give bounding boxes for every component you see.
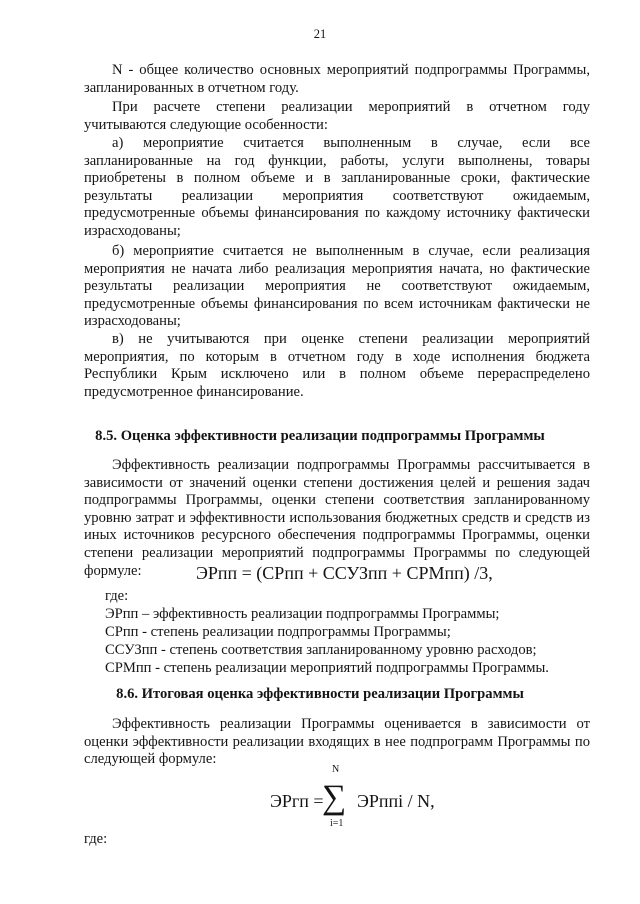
paragraph-item-v: в) не учитываются при оценке степени реализации мероприятий мероприятия, по которым в отчетном году в ходе исполнения бюджета Республики Крым исключено или в полном объеме перераспределено предусмотренное финансирование. [84, 331, 590, 400]
summation-lower-limit: i=1 [330, 818, 344, 829]
paragraph-8-5: Эффективность реализации подпрограммы Программы рассчитывается в зависимости от значений оценки степени достижения целей и решения задач подпрограммы Программы, оценки степени соответствия запланированному уровню затрат и эффективности использования бюджетных средств и средств из иных источников ресурсного обеспечения подпрограммы Программы, оценки степени реализации мероприятий подпрограммы Программы по следующей формуле: [84, 457, 590, 579]
where-label: где: [105, 588, 129, 604]
formula-total-right: ЭРппi / N, [357, 791, 435, 811]
paragraph-item-b: б) мероприятие считается не выполненным в случае, если реализация мероприятия не начата либо реализация мероприятия начата, но фактические результаты реализации мероприятия не соответствуют ожидаемым, предусмотренные объемы финансирования по всем источникам фактически не израсходованы; [84, 243, 590, 330]
where-label-2: где: [84, 831, 108, 847]
formula-total-left: ЭРгп = [270, 791, 324, 811]
definition-srmpp: СРМпп - степень реализации мероприятий подпрограммы Программы. [105, 660, 549, 676]
paragraph-calculation-notes: При расчете степени реализации мероприятий в отчетном году учитываются следующие особенности: [84, 99, 590, 133]
section-heading-8-5: 8.5. Оценка эффективности реализации подпрограммы Программы [95, 428, 545, 444]
definition-erpp: ЭРпп – эффективность реализации подпрограммы Программы; [105, 606, 500, 622]
summation-sign [318, 764, 358, 832]
paragraph-item-a: а) мероприятие считается выполненным в случае, если все запланированные на год функции, работы, услуги выполнены, товары приобретены в полном объеме и в запланированные сроки, фактические результаты реализации мероприятия соответствуют ожидаемым, предусмотренные объемы финансирования по каждому источнику фактически израсходованы; [84, 135, 590, 239]
formula-subprogram-efficiency: ЭРпп = (СРпп + ССУЗпп + СРМпп) /3, [196, 563, 493, 583]
paragraph-n-definition: N - общее количество основных мероприятий подпрограммы Программы, запланированных в отчетном году. [84, 62, 590, 96]
definition-srpp: СРпп - степень реализации подпрограммы Программы; [105, 624, 451, 640]
paragraph-8-6: Эффективность реализации Программы оценивается в зависимости от оценки эффективности реализации входящих в нее подпрограмм Программы по следующей формуле: [84, 716, 590, 768]
definition-ssuzpp: ССУЗпп - степень соответствия запланированному уровню расходов; [105, 642, 537, 658]
page-number: 21 [313, 27, 327, 41]
summation-upper-limit: N [332, 764, 340, 775]
section-heading-8-6: 8.6. Итоговая оценка эффективности реализации Программы [116, 686, 524, 702]
sigma-icon: ∑ [322, 779, 347, 816]
